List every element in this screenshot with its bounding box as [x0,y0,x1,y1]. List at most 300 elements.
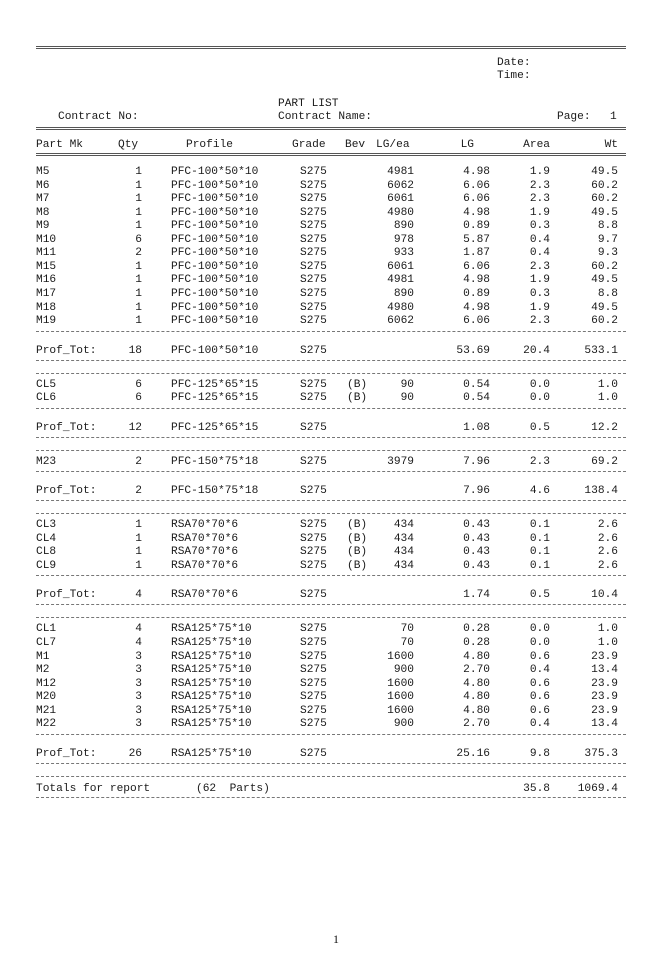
cell-qty: 4 [135,623,142,635]
cell-grade: S275 [300,485,327,497]
cell-part-mk: CL5 [36,379,57,391]
cell-profile: RSA125*75*10 [171,691,252,703]
cell-profile: PFC-100*50*10 [171,193,259,205]
cell-profile: RSA125*75*10 [171,748,252,760]
cell-lg: 1.08 [463,422,490,434]
cell-grade: S275 [300,589,327,601]
cell-grade: S275 [300,180,327,192]
cell-wt: 2.6 [597,546,618,558]
cell-area: 0.3 [529,220,550,232]
cell-wt: 2.6 [597,533,618,545]
cell-part-mk: CL7 [36,637,57,649]
table-row [36,180,626,193]
table-row [36,392,626,405]
cell-area: 9.8 [529,748,550,760]
cell-grade: S275 [300,288,327,300]
cell-part-mk: CL9 [36,560,57,572]
group-end-rule [36,437,626,438]
profile-total-row [36,345,626,358]
table-row [36,261,626,274]
cell-part-mk: M20 [36,691,57,703]
cell-lg: 2.70 [463,664,490,676]
cell-part-mk: M10 [36,234,57,246]
table-row [36,705,626,718]
cell-area: 2.3 [529,456,550,468]
cell-qty: 1 [135,519,142,531]
cell-bev: (B) [347,560,368,572]
cell-qty: 3 [135,691,142,703]
cell-wt: 2.6 [597,519,618,531]
cell-qty: 3 [135,651,142,663]
cell-area: 20.4 [523,345,550,357]
cell-lg-ea: 4980 [387,302,414,314]
cell-wt: 49.5 [591,274,618,286]
column-header-bev: Bev [345,139,366,151]
cell-part-mk: Prof_Tot: [36,345,97,357]
cell-profile: PFC-100*50*10 [171,261,259,273]
subtotal-rule [36,734,626,735]
cell-profile: RSA125*75*10 [171,705,252,717]
cell-wt: 8.8 [597,288,618,300]
cell-grade: S275 [300,533,327,545]
cell-profile: RSA70*70*6 [171,589,239,601]
table-row [36,637,626,650]
cell-profile: PFC-100*50*10 [171,302,259,314]
cell-part-mk: M9 [36,220,50,232]
cell-wt: 1.0 [597,379,618,391]
cell-lg: 0.43 [463,560,490,572]
cell-area: 0.4 [529,247,550,259]
cell-profile: PFC-100*50*10 [171,288,259,300]
cell-lg-ea: 4981 [387,166,414,178]
cell-area: 0.5 [529,589,550,601]
cell-part-mk: CL1 [36,623,57,635]
cell-lg-ea: 890 [393,288,414,300]
cell-bev: (B) [347,519,368,531]
cell-wt: 1.0 [597,623,618,635]
cell-lg: 53.69 [456,345,490,357]
cell-qty: 2 [135,247,142,259]
cell-profile: RSA70*70*6 [171,533,239,545]
cell-profile: PFC-100*50*10 [171,234,259,246]
column-header-lg: LG [460,139,474,151]
cell-lg: 0.54 [463,379,490,391]
cell-part-mk: M17 [36,288,57,300]
cell-lg-ea: 434 [393,560,414,572]
cell-qty: 1 [135,193,142,205]
cell-area: 0.4 [529,718,550,730]
cell-wt: 23.9 [591,705,618,717]
table-row [36,247,626,260]
cell-lg-ea: 434 [393,519,414,531]
cell-bev: (B) [347,546,368,558]
cell-wt: 23.9 [591,691,618,703]
page-number: 1 [333,932,339,946]
cell-qty: 6 [135,379,142,391]
cell-grade: S275 [300,247,327,259]
cell-qty: 1 [135,220,142,232]
cell-wt: 60.2 [591,315,618,327]
cell-area: 0.0 [529,637,550,649]
cell-grade: S275 [300,651,327,663]
cell-lg: 4.98 [463,302,490,314]
cell-profile: RSA70*70*6 [171,519,239,531]
cell-part-mk: CL6 [36,392,57,404]
cell-qty: 1 [135,546,142,558]
cell-lg-ea: 70 [400,623,414,635]
cell-lg: 0.28 [463,637,490,649]
cell-lg: 1.74 [463,589,490,601]
cell-qty: 3 [135,705,142,717]
cell-profile: RSA125*75*10 [171,637,252,649]
cell-lg-ea: 70 [400,637,414,649]
report-total-label: Totals for report [36,783,151,795]
cell-lg-ea: 1600 [387,651,414,663]
cell-part-mk: CL4 [36,533,57,545]
cell-qty: 3 [135,664,142,676]
cell-wt: 60.2 [591,193,618,205]
cell-grade: S275 [300,234,327,246]
cell-grade: S275 [300,560,327,572]
profile-total-row [36,485,626,498]
table-row [36,718,626,731]
cell-area: 0.1 [529,560,550,572]
cell-area: 0.4 [529,664,550,676]
table-row [36,560,626,573]
cell-lg-ea: 6062 [387,180,414,192]
subtotal-rule [36,331,626,332]
cell-area: 1.9 [529,274,550,286]
cell-area: 1.9 [529,166,550,178]
cell-area: 0.6 [529,651,550,663]
cell-qty: 1 [135,166,142,178]
cell-part-mk: M19 [36,315,57,327]
cell-lg-ea: 3979 [387,456,414,468]
cell-area: 0.6 [529,678,550,690]
report-end-rule [36,797,626,798]
column-header-rule [36,153,626,157]
cell-wt: 13.4 [591,718,618,730]
cell-wt: 10.4 [591,589,618,601]
cell-profile: RSA125*75*10 [171,623,252,635]
cell-wt: 9.3 [597,247,618,259]
cell-grade: S275 [300,705,327,717]
subtotal-rule [36,408,626,409]
cell-lg: 4.80 [463,678,490,690]
table-row [36,302,626,315]
cell-profile: PFC-150*75*18 [171,485,259,497]
cell-qty: 1 [135,288,142,300]
table-row [36,193,626,206]
cell-qty: 3 [135,718,142,730]
cell-lg: 2.70 [463,718,490,730]
table-row [36,546,626,559]
cell-lg-ea: 4981 [387,274,414,286]
cell-area: 0.1 [529,519,550,531]
cell-grade: S275 [300,637,327,649]
cell-bev: (B) [347,533,368,545]
cell-wt: 60.2 [591,261,618,273]
cell-qty: 2 [135,456,142,468]
cell-profile: PFC-100*50*10 [171,220,259,232]
cell-wt: 69.2 [591,456,618,468]
cell-qty: 2 [135,485,142,497]
cell-qty: 1 [135,274,142,286]
cell-profile: PFC-100*50*10 [171,180,259,192]
cell-lg: 7.96 [463,485,490,497]
cell-grade: S275 [300,274,327,286]
cell-area: 0.0 [529,392,550,404]
cell-grade: S275 [300,664,327,676]
cell-profile: PFC-125*65*15 [171,379,259,391]
cell-part-mk: Prof_Tot: [36,748,97,760]
cell-qty: 4 [135,637,142,649]
group-start-rule [36,617,626,618]
cell-part-mk: Prof_Tot: [36,485,97,497]
cell-part-mk: M22 [36,718,57,730]
column-header-row [36,139,626,152]
cell-area: 0.1 [529,546,550,558]
group-end-rule [36,763,626,764]
contract-no-label: Contract No: [58,111,139,123]
cell-lg: 7.96 [463,456,490,468]
cell-area: 2.3 [529,193,550,205]
cell-lg-ea: 6061 [387,261,414,273]
cell-lg-ea: 434 [393,546,414,558]
cell-lg: 6.06 [463,315,490,327]
cell-grade: S275 [300,166,327,178]
cell-bev: (B) [347,379,368,391]
cell-area: 0.4 [529,234,550,246]
cell-profile: RSA125*75*10 [171,664,252,676]
cell-area: 0.5 [529,422,550,434]
cell-qty: 1 [135,315,142,327]
cell-grade: S275 [300,392,327,404]
cell-lg: 4.98 [463,274,490,286]
cell-part-mk: M5 [36,166,50,178]
cell-qty: 6 [135,234,142,246]
column-header-area: Area [523,139,550,151]
cell-lg: 6.06 [463,180,490,192]
group-start-rule [36,776,626,777]
cell-qty: 26 [128,748,142,760]
cell-lg-ea: 890 [393,220,414,232]
report-title: PART LIST [278,98,339,110]
cell-grade: S275 [300,623,327,635]
cell-profile: RSA125*75*10 [171,678,252,690]
cell-qty: 1 [135,261,142,273]
cell-lg-ea: 900 [393,664,414,676]
cell-part-mk: Prof_Tot: [36,422,97,434]
cell-wt: 60.2 [591,180,618,192]
table-row [36,274,626,287]
cell-area: 0.3 [529,288,550,300]
time-label: Time: [497,70,531,82]
cell-part-mk: M15 [36,261,57,273]
cell-lg-ea: 6061 [387,193,414,205]
group-end-rule [36,360,626,361]
cell-profile: PFC-100*50*10 [171,274,259,286]
cell-lg: 4.98 [463,207,490,219]
top-double-rule [36,46,626,50]
cell-lg-ea: 434 [393,533,414,545]
cell-part-mk: M7 [36,193,50,205]
table-row [36,519,626,532]
cell-part-mk: M23 [36,456,57,468]
cell-wt: 23.9 [591,678,618,690]
cell-profile: RSA70*70*6 [171,546,239,558]
cell-grade: S275 [300,261,327,273]
cell-part-mk: M1 [36,651,50,663]
cell-lg: 4.98 [463,166,490,178]
cell-grade: S275 [300,519,327,531]
report-total-wt: 1069.4 [577,783,618,795]
group-start-rule [36,513,626,514]
cell-area: 4.6 [529,485,550,497]
group-start-rule [36,373,626,374]
cell-part-mk: Prof_Tot: [36,589,97,601]
cell-part-mk: M12 [36,678,57,690]
cell-grade: S275 [300,748,327,760]
column-header-qty: Qty [118,139,139,151]
cell-lg: 6.06 [463,193,490,205]
cell-lg-ea: 6062 [387,315,414,327]
column-header-wt: Wt [604,139,618,151]
cell-part-mk: M6 [36,180,50,192]
column-header-profile: Profile [186,139,233,151]
cell-lg: 6.06 [463,261,490,273]
cell-lg: 0.89 [463,288,490,300]
cell-qty: 1 [135,533,142,545]
cell-lg-ea: 1600 [387,678,414,690]
cell-part-mk: CL8 [36,546,57,558]
cell-wt: 12.2 [591,422,618,434]
cell-lg: 0.28 [463,623,490,635]
table-row [36,691,626,704]
cell-profile: PFC-100*50*10 [171,166,259,178]
subtotal-rule [36,471,626,472]
cell-area: 2.3 [529,315,550,327]
cell-lg: 0.54 [463,392,490,404]
cell-area: 2.3 [529,180,550,192]
cell-area: 0.6 [529,705,550,717]
cell-lg-ea: 978 [393,234,414,246]
table-row [36,664,626,677]
cell-part-mk: M21 [36,705,57,717]
header-double-rule [36,127,626,131]
cell-qty: 6 [135,392,142,404]
cell-lg: 0.89 [463,220,490,232]
cell-area: 2.3 [529,261,550,273]
cell-qty: 12 [128,422,142,434]
cell-grade: S275 [300,691,327,703]
cell-lg-ea: 933 [393,247,414,259]
cell-grade: S275 [300,207,327,219]
cell-wt: 49.5 [591,207,618,219]
table-row [36,678,626,691]
cell-lg: 5.87 [463,234,490,246]
cell-lg: 25.16 [456,748,490,760]
cell-qty: 1 [135,207,142,219]
cell-wt: 533.1 [584,345,618,357]
cell-qty: 1 [135,560,142,572]
cell-lg: 0.43 [463,546,490,558]
column-header-part-mk: Part Mk [36,139,83,151]
cell-profile: PFC-100*50*10 [171,345,259,357]
cell-part-mk: M8 [36,207,50,219]
cell-lg-ea: 4980 [387,207,414,219]
cell-qty: 18 [128,345,142,357]
report-total-row [36,783,626,796]
cell-wt: 1.0 [597,392,618,404]
table-row [36,207,626,220]
cell-profile: RSA125*75*10 [171,718,252,730]
group-end-rule [36,500,626,501]
cell-lg: 4.80 [463,651,490,663]
table-row [36,456,626,469]
cell-profile: PFC-100*50*10 [171,315,259,327]
table-row [36,533,626,546]
column-header-grade: Grade [292,139,326,151]
cell-lg-ea: 90 [400,379,414,391]
cell-profile: RSA125*75*10 [171,651,252,663]
cell-profile: RSA70*70*6 [171,560,239,572]
column-header-lg-ea: LG/ea [376,139,410,151]
cell-area: 0.6 [529,691,550,703]
cell-lg-ea: 1600 [387,705,414,717]
cell-grade: S275 [300,546,327,558]
cell-area: 1.9 [529,302,550,314]
cell-profile: PFC-125*65*15 [171,422,259,434]
cell-profile: PFC-100*50*10 [171,247,259,259]
cell-qty: 4 [135,589,142,601]
cell-profile: PFC-125*65*15 [171,392,259,404]
cell-wt: 2.6 [597,560,618,572]
table-row [36,315,626,328]
profile-total-row [36,748,626,761]
table-row [36,651,626,664]
profile-total-row [36,422,626,435]
table-row [36,623,626,636]
page-value: 1 [610,111,617,123]
cell-wt: 1.0 [597,637,618,649]
cell-grade: S275 [300,678,327,690]
cell-lg-ea: 900 [393,718,414,730]
cell-lg: 1.87 [463,247,490,259]
table-row [36,166,626,179]
group-start-rule [36,450,626,451]
cell-grade: S275 [300,220,327,232]
group-end-rule [36,604,626,605]
cell-part-mk: M18 [36,302,57,314]
cell-lg: 4.80 [463,691,490,703]
cell-wt: 49.5 [591,166,618,178]
cell-grade: S275 [300,718,327,730]
cell-qty: 3 [135,678,142,690]
cell-wt: 49.5 [591,302,618,314]
cell-qty: 1 [135,302,142,314]
cell-grade: S275 [300,456,327,468]
cell-area: 0.1 [529,533,550,545]
cell-area: 1.9 [529,207,550,219]
cell-grade: S275 [300,379,327,391]
table-row [36,220,626,233]
cell-area: 0.0 [529,623,550,635]
cell-grade: S275 [300,315,327,327]
cell-wt: 9.7 [597,234,618,246]
table-row [36,379,626,392]
cell-area: 0.0 [529,379,550,391]
